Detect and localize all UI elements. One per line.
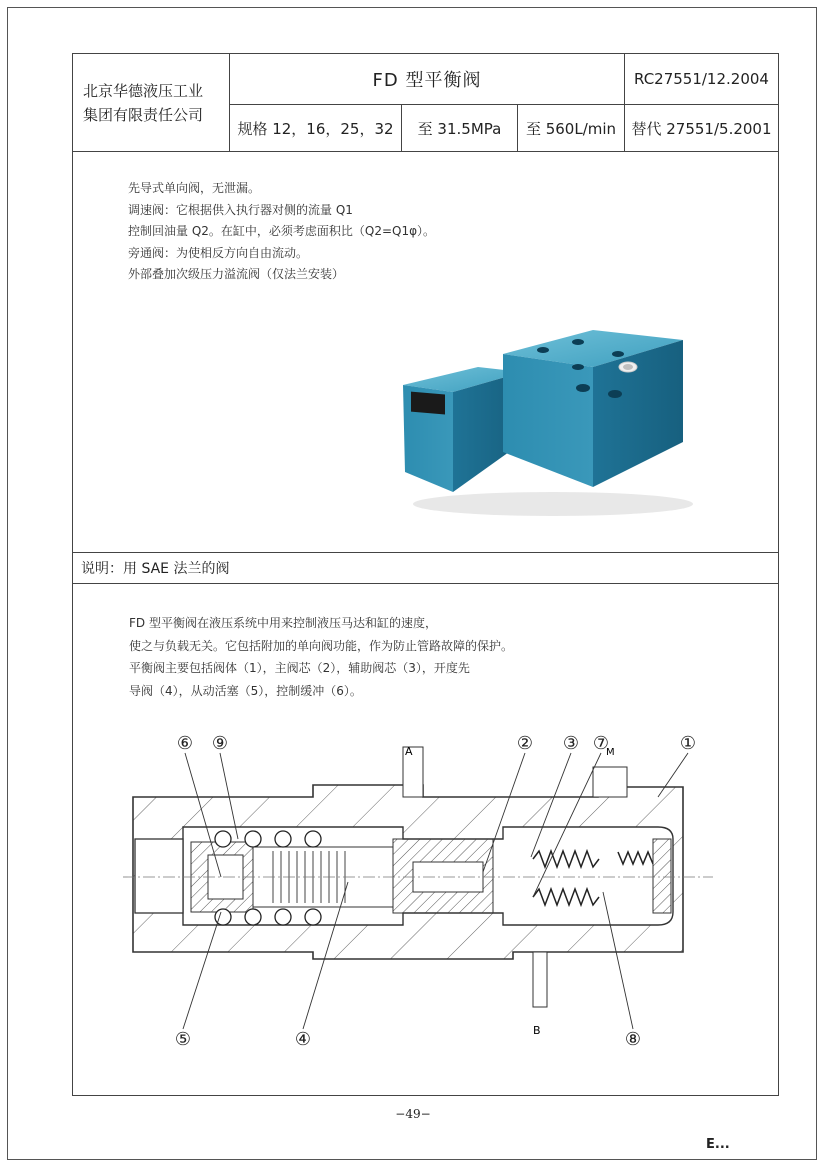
callout-6: ⑥	[176, 733, 194, 754]
corner-mark: E...	[706, 1137, 730, 1152]
description-line: 平衡阀主要包括阀体（1），主阀芯（2），辅助阀芯（3），开度先	[129, 661, 470, 675]
valve-cross-section	[113, 727, 753, 1057]
page-number: −49−	[395, 1107, 431, 1121]
feature-line: 控制回油量 Q2。在缸中，必须考虑面积比（Q2=Q1φ）。	[128, 224, 436, 238]
flow-spec: 至 560L/min	[518, 105, 625, 151]
product-title: FD 型平衡阀	[230, 54, 625, 105]
document-code: RC27551/12.2004	[625, 54, 778, 105]
feature-list	[128, 178, 435, 286]
feature-line: 调速阀：它根据供入执行器对侧的流量 Q1	[128, 202, 353, 217]
callout-1: ①	[679, 733, 697, 754]
feature-line: 先导式单向阀，无泄漏。	[128, 181, 261, 195]
port-m-label: M	[606, 747, 615, 758]
company-line-2: 集团有限责任公司	[83, 105, 204, 124]
port-a-label: A	[405, 745, 413, 758]
feature-line: 外部叠加次级压力溢流阀（仅法兰安装）	[128, 267, 345, 281]
callout-5: ⑤	[174, 1029, 192, 1050]
description-line: 使之与负载无关。它包括附加的单向阀功能，作为防止管路故障的保护。	[129, 638, 514, 653]
datasheet-frame	[72, 53, 779, 1096]
valve-photo	[393, 292, 693, 522]
header-table	[73, 54, 778, 152]
description-line: FD 型平衡阀在液压系统中用来控制液压马达和缸的速度，	[129, 616, 437, 630]
pressure-spec: 至 31.5MPa	[402, 105, 518, 151]
callout-3: ③	[562, 733, 580, 754]
callout-2: ②	[516, 733, 534, 754]
callout-8: ⑧	[624, 1029, 642, 1050]
size-spec: 规格 12，16，25，32	[230, 105, 402, 151]
feature-line: 旁通阀：为使相反方向自由流动。	[128, 245, 309, 260]
callout-9: ⑨	[211, 733, 229, 754]
callout-4: ④	[294, 1029, 312, 1050]
description-line: 导阀（4），从动活塞（5），控制缓冲（6）。	[129, 683, 362, 698]
company-name	[73, 54, 230, 151]
company-line-1: 北京华德液压工业	[83, 81, 204, 100]
port-b-label: B	[533, 1024, 541, 1037]
callout-7: ⑦	[592, 733, 610, 754]
replaces-spec: 替代 27551/5.2001	[631, 119, 772, 138]
section-title: 说明：用 SAE 法兰的阀	[73, 552, 778, 584]
description-text	[129, 612, 513, 702]
